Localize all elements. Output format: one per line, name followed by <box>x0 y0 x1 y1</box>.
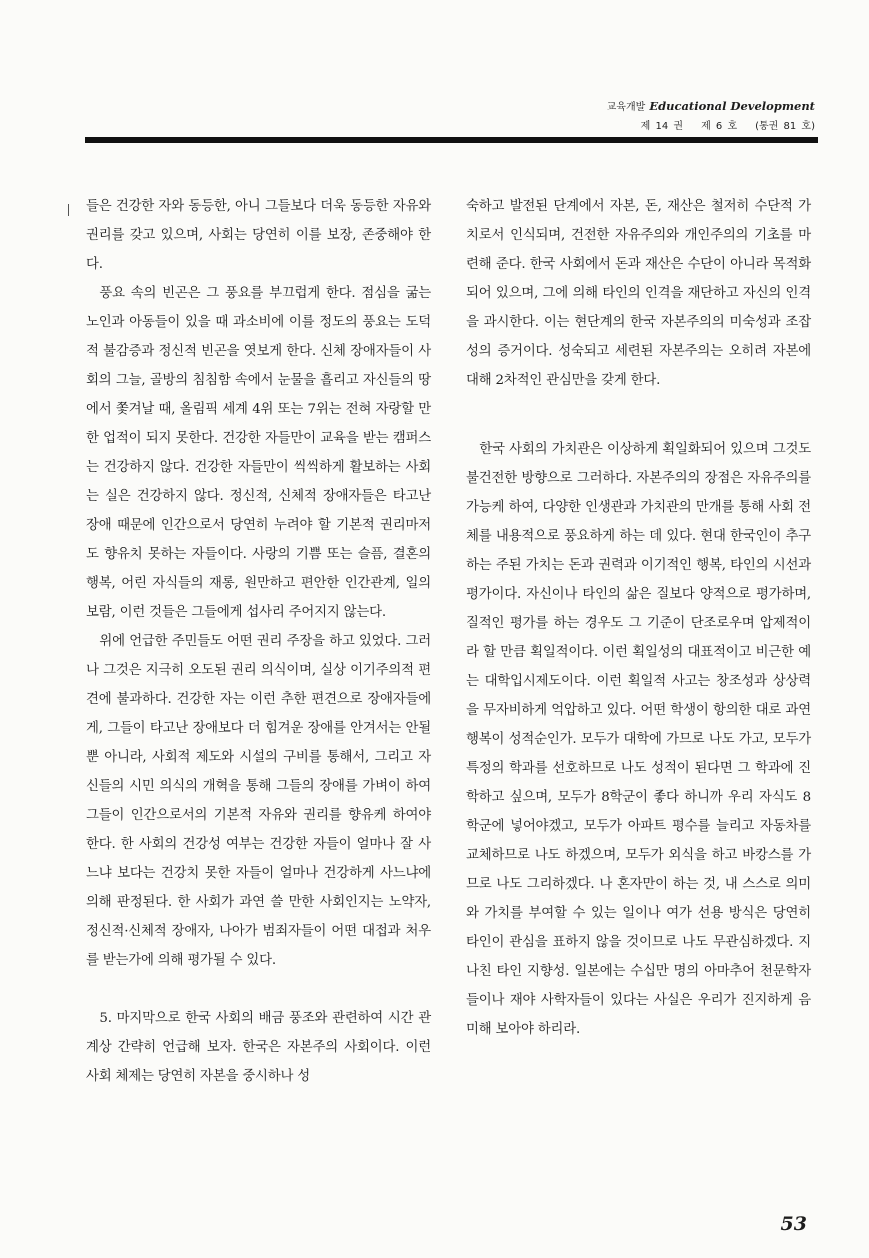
serial-label: (통권 81 호) <box>755 121 815 132</box>
paragraph: 한국 사회의 가치관은 이상하게 획일화되어 있으며 그것도 불건전한 방향으로 그러하다. 자본주의의 장점은 자유주의를 가능케 하여, 다양한 인생관과 가치관의 만개를 통해 사회 전체를 내용적으로 풍요하게 하는 데 있다. 현대 한국인이 추구하는 주된 가치는 돈과 권력과 이기적인 행복, 타인의 시선과 평가이다. 자신이나 타인의 삶은 질보다 양적으로 평가하며, 질적인 평가를 하는 경우도 그 기준이 단조로우며 압제적이라 할 만큼 획일적이다. 이런 획일성의 대표적이고 비근한 예는 대학입시제도이다. 이런 획일적 사고는 창조성과 상상력을 무자비하게 억압하고 있다. 어떤 학생이 항의한 대로 과연 행복이 성적순인가. 모두가 대학에 가므로 나도 가고, 모두가 특정의 학과를 선호하므로 나도 성적이 된다면 그 학과에 진학하고 싶으며, 모두가 8학군이 좋다 하니까 우리 자식도 8학군에 넣어야겠고, 모두가 아파트 평수를 늘리고 자동차를 교체하므로 나도 하겠으며, 모두가 외식을 하고 바캉스를 가므로 나도 그리하겠다. 나 혼자만이 하는 것, 내 스스로 의미와 가치를 부여할 수 있는 일이나 여가 선용 방식은 당연히 타인이 관심을 표하지 않을 것이므로 나도 무관심하겠다. 지나친 타인 지향성. 일본에는 수십만 명의 아마추어 천문학자들이나 재야 사학자들이 있다는 사실은 우리가 진지하게 음미해 보아야 하리라. <box>466 442 811 1037</box>
running-header <box>607 97 815 136</box>
volume-label: 제 14 권 <box>640 121 684 132</box>
journal-title-korean: 교육개발 <box>606 102 646 113</box>
paragraph: 위에 언급한 주민들도 어떤 권리 주장을 하고 있었다. 그러나 그것은 지극히 오도된 권리 의식이며, 실상 이기주의적 편견에 불과하다. 건강한 자는 이런 추한 편견으로 장애자들에게, 그들이 타고난 장애보다 더 힘겨운 장애를 안겨서는 안될 뿐 아니라, 사회적 제도와 시설의 구비를 통해서, 그리고 자신들의 시민 의식의 개혁을 통해 그들의 장애를 가벼이 하여 그들이 인간으로서의 기본적 자유와 권리를 향유케 하여야 한다. 한 사회의 건강성 여부는 건강한 자들이 얼마나 잘 사느냐 보다는 건강치 못한 자들이 얼마나 건강하게 사느냐에 의해 판정된다. 한 사회가 과연 쓸 만한 사회인지는 노약자, 정신적·신체적 장애자, 나아가 범죄자들이 어떤 대접과 처우를 받는가에 의해 평가될 수 있다. <box>86 634 431 968</box>
header-rule <box>85 137 818 143</box>
journal-title <box>607 97 815 117</box>
left-column <box>86 192 431 1091</box>
issue-label: 제 6 호 <box>701 121 738 132</box>
page-number: 53 <box>780 1213 807 1235</box>
paragraph: 숙하고 발전된 단계에서 자본, 돈, 재산은 철저히 수단적 가치로서 인식되며, 건전한 자유주의와 개인주의의 기초를 마련해 준다. 한국 사회에서 돈과 재산은 수단이 아니라 목적화되어 있으며, 그에 의해 타인의 인격을 재단하고 자신의 인격을 과시한다. 이는 현단계의 한국 자본주의의 미숙성과 조잡성의 증거이다. 성숙되고 세련된 자본주의는 오히려 자본에 대해 2차적인 관심만을 갖게 한다. <box>466 199 811 388</box>
paragraph: 5. 마지막으로 한국 사회의 배금 풍조와 관련하여 시간 관계상 간략히 언급해 보자. 한국은 자본주의 사회이다. 이런 사회 체제는 당연히 자본을 중시하나 성 <box>86 1011 431 1084</box>
paragraph: 풍요 속의 빈곤은 그 풍요를 부끄럽게 한다. 점심을 굶는 노인과 아동들이 있을 때 과소비에 이를 정도의 풍요는 도덕적 불감증과 정신적 빈곤을 엿보게 한다. 신체 장애자들이 사회의 그늘, 골방의 침침함 속에서 눈물을 흘리고 자신들의 땅에서 쫓겨날 때, 올림픽 세계 4위 또는 7위는 전혀 자랑할 만한 업적이 되지 못한다. 건강한 자들만이 교육을 받는 캠퍼스는 건강하지 않다. 건강한 자들만이 씩씩하게 활보하는 사회는 실은 건강하지 않다. 정신적, 신체적 장애자들은 타고난 장애 때문에 인간으로서 당연히 누려야 할 기본적 권리마저도 향유치 못하는 자들이다. 사랑의 기쁨 또는 슬픔, 결혼의 행복, 어린 자식들의 재롱, 원만하고 편안한 인간관계, 일의 보람, 이런 것들은 그들에게 섭사리 주어지지 않는다. <box>86 286 431 620</box>
issue-info <box>607 117 815 136</box>
paragraph: 들은 건강한 자와 동등한, 아니 그들보다 더욱 동등한 자유와 권리를 갖고 있으며, 사회는 당연히 이를 보장, 존중해야 한다. <box>86 199 431 272</box>
journal-title-english: Educational Development <box>649 99 815 113</box>
right-column <box>466 192 811 1044</box>
margin-mark <box>68 204 69 216</box>
